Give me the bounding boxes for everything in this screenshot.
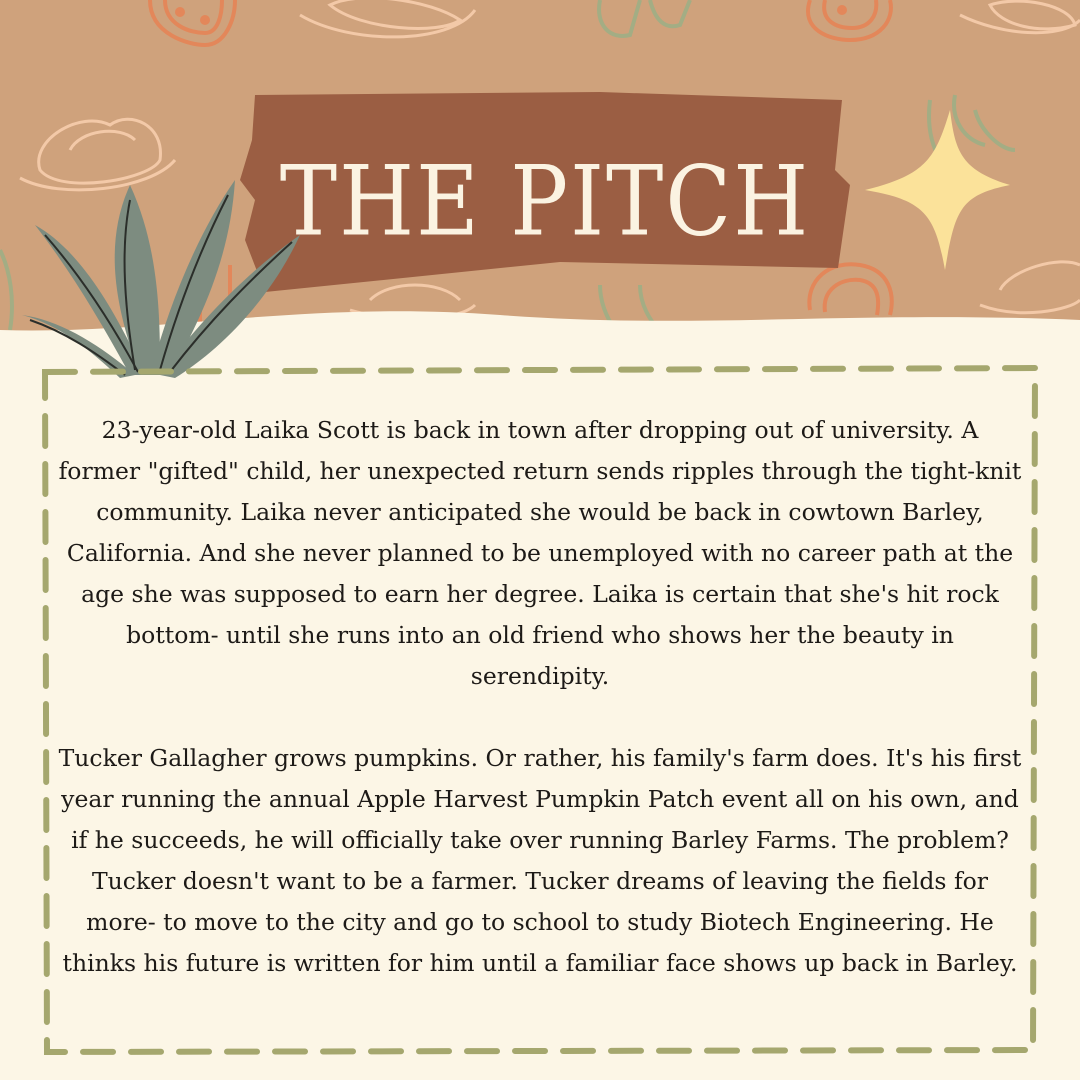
page-title: THE PITCH xyxy=(279,146,811,258)
pitch-paragraph-tucker: Tucker Gallagher grows pumpkins. Or rather, his family's farm does. It's his first year running the annual Apple Harvest Pumpkin Patch event all on his own, and if he succeeds, he will officially take over running Barley Farms. The problem? Tucker doesn't want to be a farmer. Tucker dreams of leaving the fields for more- to move to the city and go to school to study Biotech Engineering. He thinks his future is written for him until a familiar face shows up back in Barley. xyxy=(58,744,1022,977)
pitch-body xyxy=(58,410,1022,984)
pitch-paragraph-laika: 23-year-old Laika Scott is back in town after dropping out of university. A former "gifted" child, her unexpected return sends ripples through the tight-knit community. Laika never anticipated she would be back in cowtown Barley, California. And she never planned to be unemployed with no career path at the age she was supposed to earn her degree. Laika is certain that she's hit rock bottom- until she runs into an old friend who shows her the beauty in serendipity. xyxy=(58,416,1022,690)
